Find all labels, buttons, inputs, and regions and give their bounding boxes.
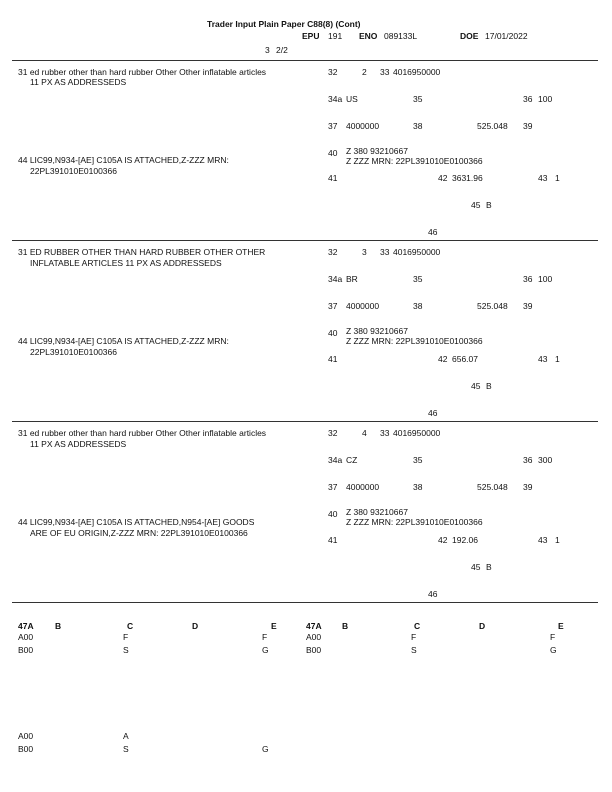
page-count: 2/2	[276, 45, 288, 55]
divider	[12, 60, 598, 61]
box-38-label: 38	[413, 121, 423, 131]
box-36-value: 300	[538, 455, 553, 465]
commodity-code: 4016950000	[393, 247, 441, 257]
tax-base: F	[123, 632, 129, 642]
item-number: 4	[362, 428, 367, 438]
box-46-label: 46	[428, 227, 438, 237]
item-description: 31 ED RUBBER OTHER THAN HARD RUBBER OTHER OTHER	[18, 247, 266, 257]
tax-type: B00	[18, 744, 34, 754]
box-43-label: 43	[538, 354, 548, 364]
tax-method: F	[262, 632, 268, 642]
box-45-value: B	[486, 381, 492, 391]
column-e-header: E	[271, 621, 277, 631]
commodity-code: 4016950000	[393, 67, 441, 77]
box-39-label: 39	[523, 121, 533, 131]
box-38-label: 38	[413, 301, 423, 311]
valuation-method: 1	[555, 173, 560, 183]
additional-info-cont: 22PL391010E0100366	[30, 347, 117, 357]
box-34a-label: 34a	[328, 455, 343, 465]
box-39-label: 39	[523, 482, 533, 492]
box-45-label: 45	[471, 562, 481, 572]
box-46-label: 46	[428, 408, 438, 418]
additional-info: 44 LIC99,N934-[AE] C105A IS ATTACHED,N954-[AE] GOODS	[18, 517, 255, 527]
box-41-label: 41	[328, 535, 338, 545]
box-45-value: B	[486, 200, 492, 210]
item-price: 3631.96	[452, 173, 483, 183]
box-33-label: 33	[380, 247, 390, 257]
box-32-label: 32	[328, 67, 338, 77]
box-42-label: 42	[438, 535, 448, 545]
box-37-label: 37	[328, 121, 338, 131]
box-45-value: B	[486, 562, 492, 572]
item-number: 3	[362, 247, 367, 257]
box-35-label: 35	[413, 94, 423, 104]
doe-label: DOE	[460, 31, 479, 41]
eno-label: ENO	[359, 31, 378, 41]
tax-method: F	[550, 632, 556, 642]
tax-base: S	[123, 645, 129, 655]
document-title: Trader Input Plain Paper C88(8) (Cont)	[207, 19, 361, 29]
box-36-label: 36	[523, 274, 533, 284]
origin-country: CZ	[346, 455, 358, 465]
tax-base: A	[123, 731, 129, 741]
column-d-header: D	[192, 621, 199, 631]
previous-document: Z 380 93210667	[346, 326, 408, 336]
box-45-label: 45	[471, 200, 481, 210]
tax-type: A00	[18, 731, 34, 741]
eno-value: 089133L	[384, 31, 418, 41]
previous-document-mrn: Z ZZZ MRN: 22PL391010E0100366	[346, 336, 483, 346]
tax-type: A00	[18, 632, 34, 642]
box-41-label: 41	[328, 354, 338, 364]
divider	[12, 240, 598, 241]
box-40-label: 40	[328, 509, 338, 519]
box-38-label: 38	[413, 482, 423, 492]
tax-base: S	[411, 645, 417, 655]
box-36-label: 36	[523, 94, 533, 104]
valuation-method: 1	[555, 535, 560, 545]
item-description: 31 ed rubber other than hard rubber Other Other inflatable articles	[18, 67, 267, 77]
box-32-label: 32	[328, 428, 338, 438]
previous-document: Z 380 93210667	[346, 146, 408, 156]
tax-method: G	[262, 744, 269, 754]
box-33-label: 33	[380, 67, 390, 77]
column-c-header: C	[414, 621, 421, 631]
valuation-method: 1	[555, 354, 560, 364]
column-b-header: B	[55, 621, 62, 631]
box-45-label: 45	[471, 381, 481, 391]
item-description-cont: 11 PX AS ADDRESSEDS	[30, 439, 127, 449]
box-47a-label: 47A	[306, 621, 322, 631]
box-34a-label: 34a	[328, 274, 343, 284]
epu-value: 191	[328, 31, 343, 41]
column-d-header: D	[479, 621, 486, 631]
tax-base: S	[123, 744, 129, 754]
box-46-label: 46	[428, 589, 438, 599]
box-40-label: 40	[328, 328, 338, 338]
tax-method: G	[262, 645, 269, 655]
epu-label: EPU	[302, 31, 320, 41]
net-mass: 525.048	[477, 482, 508, 492]
box-32-label: 32	[328, 247, 338, 257]
item-price: 192.06	[452, 535, 478, 545]
net-mass: 525.048	[477, 301, 508, 311]
column-e-header: E	[558, 621, 564, 631]
box-41-label: 41	[328, 173, 338, 183]
origin-country: US	[346, 94, 358, 104]
additional-info-cont: 22PL391010E0100366	[30, 166, 117, 176]
page-ref: 3	[265, 45, 270, 55]
box-37-label: 37	[328, 482, 338, 492]
box-43-label: 43	[538, 173, 548, 183]
column-c-header: C	[127, 621, 134, 631]
commodity-code: 4016950000	[393, 428, 441, 438]
tax-method: G	[550, 645, 557, 655]
box-39-label: 39	[523, 301, 533, 311]
box-47a-label: 47A	[18, 621, 34, 631]
tax-type: A00	[306, 632, 322, 642]
additional-info: 44 LIC99,N934-[AE] C105A IS ATTACHED,Z-ZZZ MRN:	[18, 155, 229, 165]
procedure-code: 4000000	[346, 482, 380, 492]
box-37-label: 37	[328, 301, 338, 311]
box-40-label: 40	[328, 148, 338, 158]
box-36-value: 100	[538, 94, 553, 104]
tax-type: B00	[18, 645, 34, 655]
previous-document: Z 380 93210667	[346, 507, 408, 517]
box-36-label: 36	[523, 455, 533, 465]
item-price: 656.07	[452, 354, 478, 364]
doe-value: 17/01/2022	[485, 31, 528, 41]
item-description: 31 ed rubber other than hard rubber Other Other inflatable articles	[18, 428, 267, 438]
additional-info-cont: ARE OF EU ORIGIN,Z-ZZZ MRN: 22PL391010E0100366	[30, 528, 248, 538]
origin-country: BR	[346, 274, 358, 284]
column-b-header: B	[342, 621, 349, 631]
box-33-label: 33	[380, 428, 390, 438]
box-34a-label: 34a	[328, 94, 343, 104]
box-42-label: 42	[438, 173, 448, 183]
box-43-label: 43	[538, 535, 548, 545]
box-35-label: 35	[413, 455, 423, 465]
tax-base: F	[411, 632, 417, 642]
procedure-code: 4000000	[346, 301, 380, 311]
previous-document-mrn: Z ZZZ MRN: 22PL391010E0100366	[346, 517, 483, 527]
box-36-value: 100	[538, 274, 553, 284]
item-description-cont: 11 PX AS ADDRESSEDS	[30, 77, 127, 87]
net-mass: 525.048	[477, 121, 508, 131]
additional-info: 44 LIC99,N934-[AE] C105A IS ATTACHED,Z-ZZZ MRN:	[18, 336, 229, 346]
box-42-label: 42	[438, 354, 448, 364]
box-35-label: 35	[413, 274, 423, 284]
item-number: 2	[362, 67, 367, 77]
tax-type: B00	[306, 645, 322, 655]
procedure-code: 4000000	[346, 121, 380, 131]
previous-document-mrn: Z ZZZ MRN: 22PL391010E0100366	[346, 156, 483, 166]
item-description-cont: INFLATABLE ARTICLES 11 PX AS ADDRESSEDS	[30, 258, 222, 268]
divider	[12, 602, 598, 603]
divider	[12, 421, 598, 422]
